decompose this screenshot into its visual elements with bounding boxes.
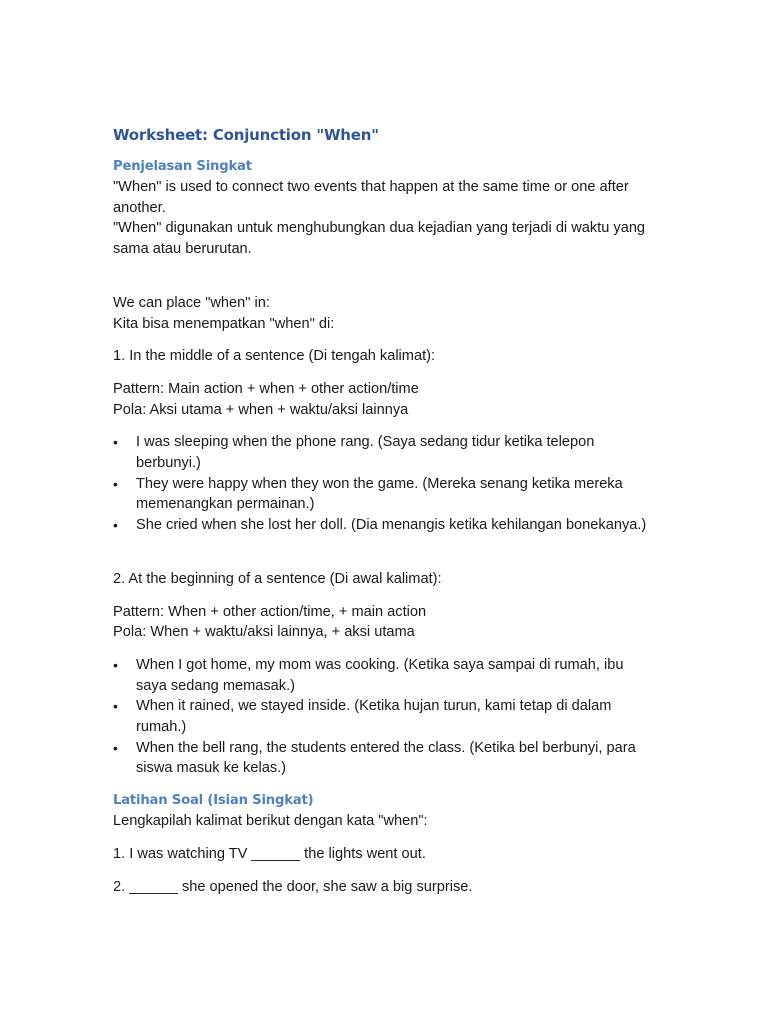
example-text: She cried when she lost her doll. (Dia menangis ketika kehilangan bonekanya.) <box>136 517 647 534</box>
list-item <box>113 655 658 696</box>
spacer <box>113 367 658 379</box>
middle-pattern-indonesian: Pola: Aksi utama + when + waktu/aksi lainnya <box>113 401 409 418</box>
placement-intro-indonesian: Kita bisa menempatkan "when" di: <box>113 315 335 332</box>
spacer <box>113 832 658 844</box>
explanation-indonesian: "When" digunakan untuk menghubungkan dua kejadian yang terjadi di waktu yang sama atau berurutan. <box>113 220 646 258</box>
list-item <box>113 696 658 737</box>
bullet-icon: • <box>113 739 118 756</box>
list-item <box>113 432 658 473</box>
spacer <box>113 536 658 569</box>
list-item <box>113 515 658 536</box>
beginning-heading: 2. At the beginning of a sentence (Di awal kalimat): <box>113 570 442 587</box>
bullet-icon: • <box>113 475 118 492</box>
explanation-english: "When" is used to connect two events that happen at the same time or one after another. <box>113 179 629 216</box>
list-item <box>113 738 658 779</box>
bullet-icon: • <box>113 434 118 451</box>
spacer <box>113 334 658 346</box>
example-text: I was sleeping when the phone rang. (Saya sedang tidur ketika telepon berbunyi.) <box>136 434 595 472</box>
middle-examples-list <box>113 432 658 536</box>
beginning-pattern-indonesian: Pola: When + waktu/aksi lainnya, + aksi utama <box>113 624 415 641</box>
section-heading-explanation: Penjelasan Singkat <box>113 159 252 174</box>
beginning-pattern-english: Pattern: When + other action/time, + main action <box>113 603 427 620</box>
beginning-examples-list <box>113 655 658 779</box>
example-text: When the bell rang, the students entered the class. (Ketika bel berbunyi, para siswa masuk ke kelas.) <box>136 739 636 777</box>
spacer <box>113 590 658 602</box>
bullet-icon: • <box>113 698 118 715</box>
exercise-instruction: Lengkapilah kalimat berikut dengan kata "when": <box>113 813 428 830</box>
example-text: They were happy when they won the game. (Mereka senang ketika mereka memenangkan permainan.) <box>136 475 623 513</box>
document-content <box>113 124 658 897</box>
bullet-icon: • <box>113 656 118 673</box>
exercise-item: 1. I was watching TV ______ the lights went out. <box>113 845 426 862</box>
spacer <box>113 865 658 877</box>
worksheet-title: Worksheet: Conjunction "When" <box>113 126 379 144</box>
example-text: When I got home, my mom was cooking. (Ketika saya sampai di rumah, ibu saya sedang memasak.) <box>136 656 624 694</box>
exercise-item: 2. ______ she opened the door, she saw a big surprise. <box>113 878 473 895</box>
middle-pattern-english: Pattern: Main action + when + other action/time <box>113 380 419 397</box>
spacer <box>113 643 658 655</box>
middle-heading: 1. In the middle of a sentence (Di tengah kalimat): <box>113 348 436 365</box>
spacer <box>113 420 658 432</box>
spacer <box>113 779 658 791</box>
spacer <box>113 260 658 293</box>
bullet-icon: • <box>113 517 118 534</box>
list-item <box>113 474 658 515</box>
placement-intro-english: We can place "when" in: <box>113 294 270 311</box>
example-text: When it rained, we stayed inside. (Ketika hujan turun, kami tetap di dalam rumah.) <box>136 698 612 736</box>
section-heading-exercise: Latihan Soal (Isian Singkat) <box>113 793 314 809</box>
